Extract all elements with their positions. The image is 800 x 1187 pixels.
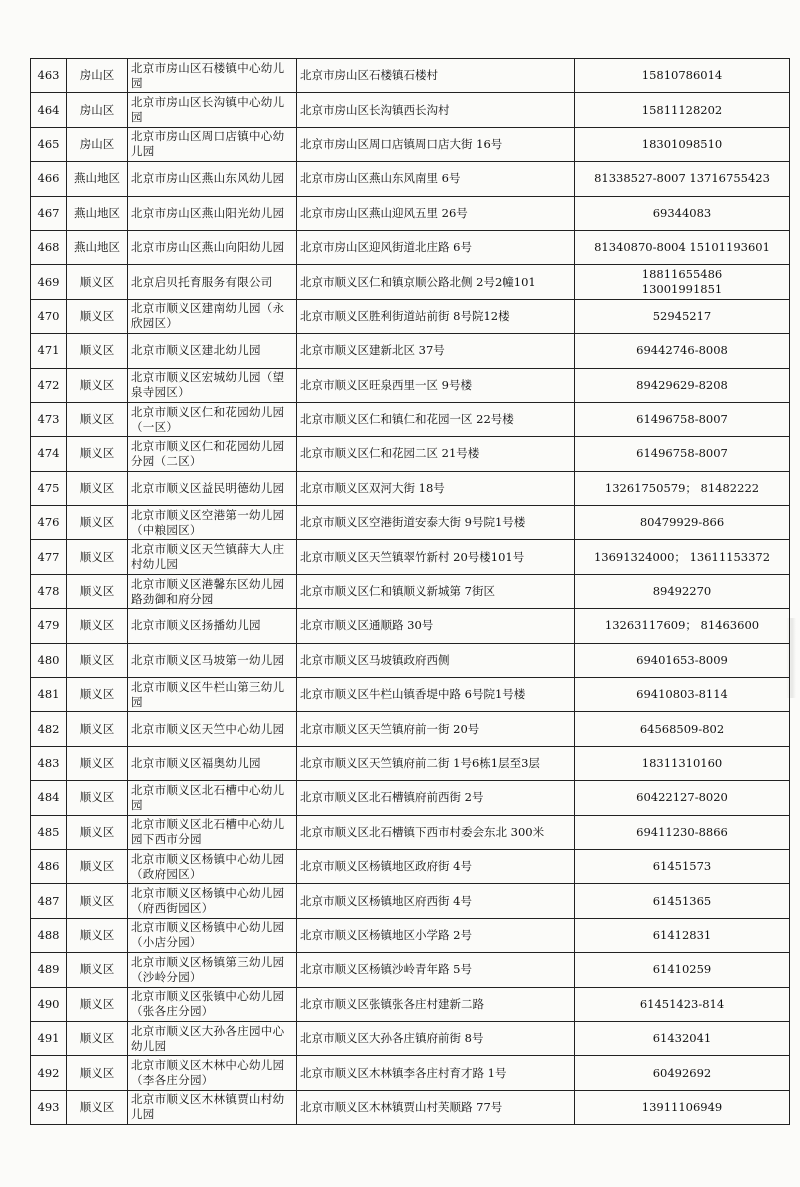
phone-cell: 69410803-8114	[575, 678, 790, 712]
phone-cell: 61451423-814	[575, 987, 790, 1021]
district-cell: 房山区	[67, 93, 128, 127]
district-cell: 顺义区	[67, 746, 128, 780]
table-row	[31, 1056, 790, 1090]
phone-cell: 69442746-8008	[575, 334, 790, 368]
kindergarten-name-cell: 北京市顺义区杨镇中心幼儿园（政府园区）	[128, 849, 297, 883]
row-number: 476	[31, 506, 67, 540]
address-cell: 北京市顺义区杨镇地区政府街 4号	[297, 849, 575, 883]
table-row	[31, 299, 790, 333]
row-number: 486	[31, 849, 67, 883]
phone-cell: 64568509-802	[575, 712, 790, 746]
district-cell: 顺义区	[67, 334, 128, 368]
table-row	[31, 1090, 790, 1124]
table-row	[31, 849, 790, 883]
address-cell: 北京市顺义区杨镇地区府西街 4号	[297, 884, 575, 918]
row-number: 484	[31, 781, 67, 815]
kindergarten-name-cell: 北京市顺义区建北幼儿园	[128, 334, 297, 368]
kindergarten-name-cell: 北京市顺义区大孙各庄园中心幼儿园	[128, 1021, 297, 1055]
phone-cell: 69401653-8009	[575, 643, 790, 677]
kindergarten-name-cell: 北京市顺义区杨镇中心幼儿园（府西街园区）	[128, 884, 297, 918]
kindergarten-name-cell: 北京市顺义区北石槽中心幼儿园下西市分园	[128, 815, 297, 849]
table-row	[31, 368, 790, 402]
table-row	[31, 265, 790, 299]
district-cell: 顺义区	[67, 815, 128, 849]
address-cell: 北京市房山区周口店镇周口店大街 16号	[297, 127, 575, 161]
address-cell: 北京市顺义区张镇张各庄村建新二路	[297, 987, 575, 1021]
table-row	[31, 437, 790, 471]
table-row	[31, 196, 790, 230]
kindergarten-name-cell: 北京市顺义区港馨东区幼儿园路劲御和府分园	[128, 574, 297, 608]
table-row	[31, 540, 790, 574]
row-number: 474	[31, 437, 67, 471]
address-cell: 北京市顺义区仁和镇京顺公路北侧 2号2幢101	[297, 265, 575, 299]
phone-cell: 18301098510	[575, 127, 790, 161]
row-number: 464	[31, 93, 67, 127]
phone-cell: 69344083	[575, 196, 790, 230]
kindergarten-name-cell: 北京市顺义区益民明德幼儿园	[128, 471, 297, 505]
row-number: 489	[31, 953, 67, 987]
row-number: 477	[31, 540, 67, 574]
address-cell: 北京市顺义区木林镇李各庄村育才路 1号	[297, 1056, 575, 1090]
address-cell: 北京市顺义区空港街道安泰大街 9号院1号楼	[297, 506, 575, 540]
phone-cell: 61451573	[575, 849, 790, 883]
address-cell: 北京市顺义区仁和镇顺义新城第 7街区	[297, 574, 575, 608]
row-number: 475	[31, 471, 67, 505]
row-number: 487	[31, 884, 67, 918]
phone-cell: 81340870-8004 15101193601	[575, 230, 790, 264]
address-cell: 北京市顺义区牛栏山镇香堤中路 6号院1号楼	[297, 678, 575, 712]
address-cell: 北京市顺义区天竺镇翠竹新村 20号楼101号	[297, 540, 575, 574]
table-row	[31, 643, 790, 677]
phone-cell: 80479929-866	[575, 506, 790, 540]
address-cell: 北京市顺义区马坡镇政府西侧	[297, 643, 575, 677]
district-cell: 顺义区	[67, 609, 128, 643]
phone-cell: 18811655486 13001991851	[575, 265, 790, 299]
kindergarten-name-cell: 北京市房山区燕山东风幼儿园	[128, 162, 297, 196]
phone-cell: 13263117609； 81463600	[575, 609, 790, 643]
district-cell: 顺义区	[67, 265, 128, 299]
table-row	[31, 918, 790, 952]
table-row	[31, 678, 790, 712]
district-cell: 顺义区	[67, 1056, 128, 1090]
address-cell: 北京市顺义区杨镇地区小学路 2号	[297, 918, 575, 952]
table-row	[31, 59, 790, 93]
kindergarten-name-cell: 北京启贝托育服务有限公司	[128, 265, 297, 299]
district-cell: 顺义区	[67, 574, 128, 608]
kindergarten-name-cell: 北京市顺义区天竺镇薛大人庄村幼儿园	[128, 540, 297, 574]
phone-cell: 61496758-8007	[575, 402, 790, 436]
table-row	[31, 93, 790, 127]
row-number: 481	[31, 678, 67, 712]
table-row	[31, 334, 790, 368]
kindergarten-name-cell: 北京市顺义区杨镇第三幼儿园（沙岭分园）	[128, 953, 297, 987]
kindergarten-name-cell: 北京市顺义区北石槽中心幼儿园	[128, 781, 297, 815]
phone-cell: 69411230-8866	[575, 815, 790, 849]
phone-cell: 61451365	[575, 884, 790, 918]
address-cell: 北京市房山区长沟镇西长沟村	[297, 93, 575, 127]
kindergarten-name-cell: 北京市房山区长沟镇中心幼儿园	[128, 93, 297, 127]
row-number: 492	[31, 1056, 67, 1090]
phone-cell: 15811128202	[575, 93, 790, 127]
kindergarten-name-cell: 北京市房山区燕山阳光幼儿园	[128, 196, 297, 230]
district-cell: 顺义区	[67, 918, 128, 952]
row-number: 488	[31, 918, 67, 952]
address-cell: 北京市顺义区胜利街道站前街 8号院12楼	[297, 299, 575, 333]
table-row	[31, 884, 790, 918]
address-cell: 北京市顺义区建新北区 37号	[297, 334, 575, 368]
district-cell: 顺义区	[67, 540, 128, 574]
address-cell: 北京市顺义区杨镇沙岭青年路 5号	[297, 953, 575, 987]
row-number: 490	[31, 987, 67, 1021]
row-number: 478	[31, 574, 67, 608]
address-cell: 北京市顺义区天竺镇府前一街 20号	[297, 712, 575, 746]
address-cell: 北京市顺义区天竺镇府前二街 1号6栋1层至3层	[297, 746, 575, 780]
district-cell: 燕山地区	[67, 162, 128, 196]
row-number: 468	[31, 230, 67, 264]
table-row	[31, 781, 790, 815]
district-cell: 顺义区	[67, 402, 128, 436]
address-cell: 北京市顺义区北石槽镇下西市村委会东北 300米	[297, 815, 575, 849]
district-cell: 顺义区	[67, 1090, 128, 1124]
kindergarten-name-cell: 北京市房山区石楼镇中心幼儿园	[128, 59, 297, 93]
table-row	[31, 953, 790, 987]
kindergarten-name-cell: 北京市房山区燕山向阳幼儿园	[128, 230, 297, 264]
row-number: 469	[31, 265, 67, 299]
table-row	[31, 712, 790, 746]
kindergarten-name-cell: 北京市顺义区仁和花园幼儿园分园（二区）	[128, 437, 297, 471]
district-cell: 顺义区	[67, 471, 128, 505]
phone-cell: 15810786014	[575, 59, 790, 93]
table-row	[31, 402, 790, 436]
address-cell: 北京市房山区石楼镇石楼村	[297, 59, 575, 93]
kindergarten-name-cell: 北京市房山区周口店镇中心幼儿园	[128, 127, 297, 161]
table-row	[31, 815, 790, 849]
row-number: 493	[31, 1090, 67, 1124]
table-row	[31, 1021, 790, 1055]
table-row	[31, 506, 790, 540]
table-row	[31, 987, 790, 1021]
address-cell: 北京市房山区燕山东风南里 6号	[297, 162, 575, 196]
table-row	[31, 127, 790, 161]
kindergarten-name-cell: 北京市顺义区杨镇中心幼儿园（小店分园）	[128, 918, 297, 952]
district-cell: 燕山地区	[67, 196, 128, 230]
district-cell: 顺义区	[67, 953, 128, 987]
row-number: 467	[31, 196, 67, 230]
row-number: 472	[31, 368, 67, 402]
address-cell: 北京市顺义区通顺路 30号	[297, 609, 575, 643]
district-cell: 顺义区	[67, 437, 128, 471]
district-cell: 燕山地区	[67, 230, 128, 264]
district-cell: 顺义区	[67, 987, 128, 1021]
phone-cell: 61496758-8007	[575, 437, 790, 471]
district-cell: 顺义区	[67, 643, 128, 677]
phone-cell: 13691324000； 13611153372	[575, 540, 790, 574]
kindergarten-name-cell: 北京市顺义区木林镇贾山村幼儿园	[128, 1090, 297, 1124]
address-cell: 北京市顺义区北石槽镇府前西街 2号	[297, 781, 575, 815]
phone-cell: 61410259	[575, 953, 790, 987]
row-number: 485	[31, 815, 67, 849]
district-cell: 顺义区	[67, 368, 128, 402]
table-row	[31, 471, 790, 505]
phone-cell: 13911106949	[575, 1090, 790, 1124]
district-cell: 顺义区	[67, 678, 128, 712]
district-cell: 顺义区	[67, 884, 128, 918]
row-number: 483	[31, 746, 67, 780]
row-number: 466	[31, 162, 67, 196]
table-row	[31, 609, 790, 643]
district-cell: 房山区	[67, 59, 128, 93]
address-cell: 北京市顺义区双河大街 18号	[297, 471, 575, 505]
row-number: 463	[31, 59, 67, 93]
phone-cell: 60492692	[575, 1056, 790, 1090]
row-number: 480	[31, 643, 67, 677]
table-row	[31, 746, 790, 780]
table-row	[31, 230, 790, 264]
address-cell: 北京市顺义区木林镇贾山村芙顺路 77号	[297, 1090, 575, 1124]
phone-cell: 89429629-8208	[575, 368, 790, 402]
kindergarten-name-cell: 北京市顺义区扬播幼儿园	[128, 609, 297, 643]
phone-cell: 60422127-8020	[575, 781, 790, 815]
district-cell: 顺义区	[67, 849, 128, 883]
district-cell: 房山区	[67, 127, 128, 161]
kindergarten-name-cell: 北京市顺义区空港第一幼儿园（中粮园区）	[128, 506, 297, 540]
phone-cell: 52945217	[575, 299, 790, 333]
phone-cell: 61412831	[575, 918, 790, 952]
phone-cell: 13261750579； 81482222	[575, 471, 790, 505]
kindergarten-name-cell: 北京市顺义区仁和花园幼儿园（一区）	[128, 402, 297, 436]
phone-cell: 18311310160	[575, 746, 790, 780]
address-cell: 北京市房山区迎风街道北庄路 6号	[297, 230, 575, 264]
district-cell: 顺义区	[67, 781, 128, 815]
address-cell: 北京市房山区燕山迎风五里 26号	[297, 196, 575, 230]
kindergarten-name-cell: 北京市顺义区木林中心幼儿园（李各庄分园）	[128, 1056, 297, 1090]
address-cell: 北京市顺义区旺泉西里一区 9号楼	[297, 368, 575, 402]
address-cell: 北京市顺义区仁和镇仁和花园一区 22号楼	[297, 402, 575, 436]
table-row	[31, 162, 790, 196]
phone-cell: 61432041	[575, 1021, 790, 1055]
kindergarten-table	[30, 58, 790, 1125]
kindergarten-name-cell: 北京市顺义区宏城幼儿园（望泉寺园区）	[128, 368, 297, 402]
district-cell: 顺义区	[67, 1021, 128, 1055]
kindergarten-name-cell: 北京市顺义区福奥幼儿园	[128, 746, 297, 780]
district-cell: 顺义区	[67, 299, 128, 333]
district-cell: 顺义区	[67, 712, 128, 746]
kindergarten-name-cell: 北京市顺义区张镇中心幼儿园（张各庄分园）	[128, 987, 297, 1021]
phone-cell: 89492270	[575, 574, 790, 608]
row-number: 491	[31, 1021, 67, 1055]
kindergarten-name-cell: 北京市顺义区建南幼儿园（永欣园区）	[128, 299, 297, 333]
row-number: 471	[31, 334, 67, 368]
row-number: 470	[31, 299, 67, 333]
kindergarten-name-cell: 北京市顺义区天竺中心幼儿园	[128, 712, 297, 746]
address-cell: 北京市顺义区仁和花园二区 21号楼	[297, 437, 575, 471]
address-cell: 北京市顺义区大孙各庄镇府前街 8号	[297, 1021, 575, 1055]
kindergarten-name-cell: 北京市顺义区马坡第一幼儿园	[128, 643, 297, 677]
row-number: 465	[31, 127, 67, 161]
phone-cell: 81338527-8007 13716755423	[575, 162, 790, 196]
district-cell: 顺义区	[67, 506, 128, 540]
kindergarten-name-cell: 北京市顺义区牛栏山第三幼儿园	[128, 678, 297, 712]
table-row	[31, 574, 790, 608]
row-number: 482	[31, 712, 67, 746]
table-body	[31, 59, 790, 1125]
row-number: 473	[31, 402, 67, 436]
row-number: 479	[31, 609, 67, 643]
